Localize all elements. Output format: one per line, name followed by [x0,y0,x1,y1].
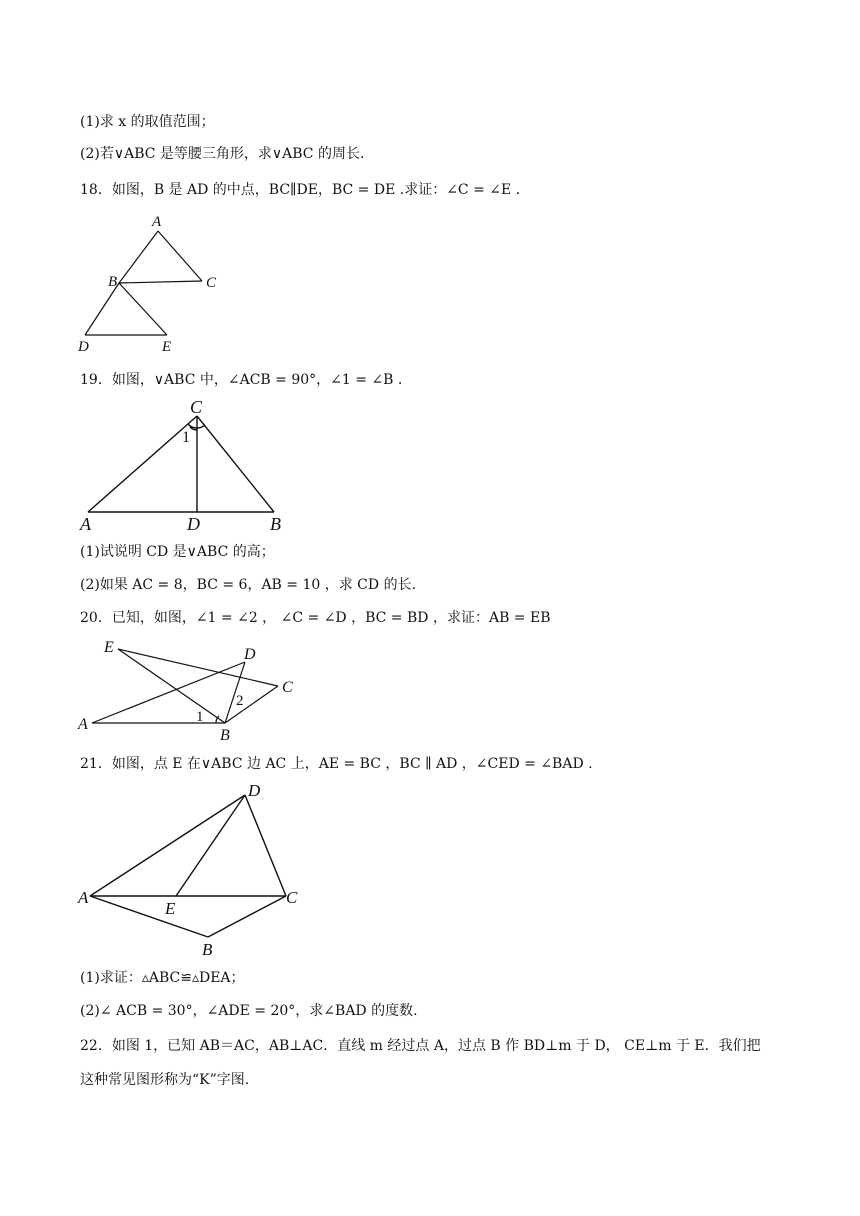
label-d: D [78,339,89,355]
label-c: C [206,275,217,291]
segment-be [119,283,167,335]
segment-de [176,795,245,896]
segment-ac [88,416,197,512]
q17-part1: (1)求 x 的取值范围； [80,114,215,130]
segment-dc [245,795,286,896]
label-a: A [80,514,91,534]
label-angle-1: 1 [196,709,204,725]
segment-bd [85,283,119,335]
q22-line1: 22．如图 1，已知 AB＝AC，AB⊥AC．直线 m 经过点 A，过点 B 作 BD⊥m 于 D， CE⊥m 于 E．我们把 [80,1038,761,1054]
label-a: A [78,716,88,733]
segment-bc [225,686,278,723]
segment-bc [208,896,286,937]
segment-bc [197,416,274,512]
q17-part2: (2)若∨ABC 是等腰三角形，求∨ABC 的周长. [80,146,365,162]
label-d: D [248,781,261,800]
label-e: E [104,639,114,656]
figure-21 [74,780,310,960]
q21-text: 21．如图，点 E 在∨ABC 边 AC 上，AE = BC ，BC ∥ AD ，∠CED = ∠BAD . [80,756,593,772]
label-b: B [270,514,281,534]
segment-ab [90,896,208,937]
label-b: B [202,940,213,959]
label-c: C [282,679,293,696]
label-c: C [286,888,298,907]
segment-ad [92,662,245,723]
segment-ab [119,231,158,283]
figure-19 [76,394,300,536]
q22-line2: 这种常见图形称为“K”字图. [80,1072,250,1088]
label-b: B [220,727,230,744]
q20-text: 20．已知，如图，∠1 = ∠2 ， ∠C = ∠D ，BC = BD ，求证：AB = EB [80,610,551,626]
angle-arc-1 [188,424,197,428]
label-e: E [165,899,176,918]
q19-part1: (1)试说明 CD 是∨ABC 的高； [80,544,275,560]
label-angle-2: 2 [236,693,244,709]
figure-20 [72,634,308,746]
segment-ad [90,795,245,896]
label-a: A [152,214,162,230]
angle-arc-b [197,425,205,428]
label-b: B [108,274,118,290]
label-e: E [162,339,172,355]
q19-text: 19．如图，∨ABC 中，∠ACB = 90°，∠1 = ∠B . [80,372,403,388]
label-angle-1: 1 [182,429,190,446]
segment-eb [118,649,225,723]
label-c: C [190,397,203,417]
q21-part1: (1)求证：▵ABC≌▵DEA； [80,970,245,986]
q19-part2: (2)如果 AC = 8，BC = 6，AB = 10 ，求 CD 的长. [80,577,417,593]
label-d: D [244,646,256,663]
q18-text: 18．如图，B 是 AD 的中点，BC∥DE，BC = DE .求证：∠C = ∠E . [80,182,521,198]
figure-18 [72,208,232,358]
segment-bc [119,281,202,283]
segment-ac [158,231,202,281]
label-d: D [187,514,200,534]
q21-part2: (2)∠ ACB = 30°，∠ADE = 20°，求∠BAD 的度数. [80,1003,418,1019]
label-a: A [78,888,89,907]
